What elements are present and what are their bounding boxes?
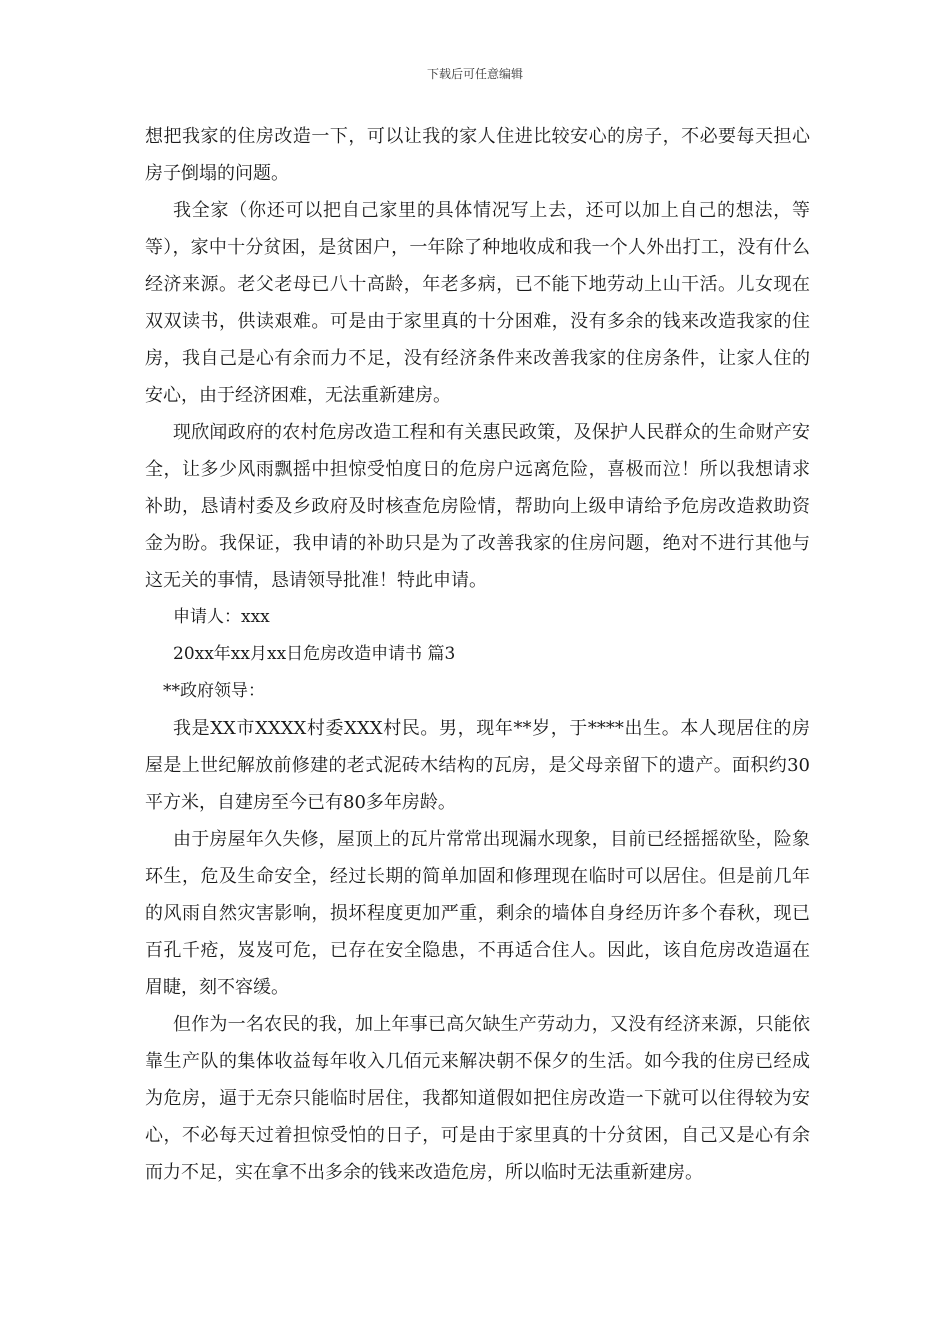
salutation: **政府领导： — [163, 681, 265, 701]
applicant-signature: 申请人：xxx — [173, 607, 270, 627]
paragraph-self-introduction: 我是XX市XXXX村委XXX村民。男，现年**岁，于****出生。本人现居住的房屋是上世纪解放前修建的老式泥砖木结构的瓦房，是父母亲留下的遗产。面积约30平方米，自建房至今已有80多年房龄。 — [145, 718, 810, 813]
paragraph-house-condition: 由于房屋年久失修，屋顶上的瓦片常常出现漏水现象，目前已经摇摇欲坠，险象环生，危及生命安全，经过长期的简单加固和修理现在临时可以居住。但是前几年的风雨自然灾害影响，损坏程度更加严重，剩余的墙体自身经历许多个春秋，现已百孔千疮，岌岌可危，已存在安全隐患，不再适合住人。因此，该自危房改造逼在眉睫，刻不容缓。 — [145, 829, 810, 998]
page-header-note: 下载后可任意编辑 — [426, 67, 523, 81]
document-body — [145, 118, 810, 1191]
paragraph-request: 现欣闻政府的农村危房改造工程和有关惠民政策，及保护人民群众的生命财产安全，让多少风雨飘摇中担惊受怕度日的危房户远离危险，喜极而泣！所以我想请求补助，恳请村委及乡政府及时核查危房险情，帮助向上级申请给予危房改造救助资金为盼。我保证，我申请的补助只是为了改善我家的住房问题，绝对不进行其他与这无关的事情，恳请领导批准！特此申请。 — [145, 422, 810, 591]
section-title: 20xx年xx月xx日危房改造申请书 篇3 — [173, 644, 456, 664]
paragraph-economic-hardship: 但作为一名农民的我，加上年事已高欠缺生产劳动力，又没有经济来源，只能依靠生产队的集体收益每年收入几佰元来解决朝不保夕的生活。如今我的住房已经成为危房，逼于无奈只能临时居住，我都知道假如把住房改造一下就可以住得较为安心，不必每天过着担惊受怕的日子，可是由于家里真的十分贫困，自己又是心有余而力不足，实在拿不出多余的钱来改造危房，所以临时无法重新建房。 — [145, 1014, 810, 1183]
paragraph-family-situation: 我全家（你还可以把自己家里的具体情况写上去，还可以加上自己的想法，等等），家中十分贫困，是贫困户，一年除了种地收成和我一个人外出打工，没有什么经济来源。老父老母已八十高龄，年老多病，已不能下地劳动上山干活。儿女现在双双读书，供读艰难。可是由于家里真的十分困难，没有多余的钱来改造我家的住房，我自己是心有余而力不足，没有经济条件来改善我家的住房条件，让家人住的安心，由于经济困难，无法重新建房。 — [145, 200, 810, 406]
paragraph-continuation: 想把我家的住房改造一下，可以让我的家人住进比较安心的房子，不必要每天担心房子倒塌的问题。 — [145, 126, 810, 184]
